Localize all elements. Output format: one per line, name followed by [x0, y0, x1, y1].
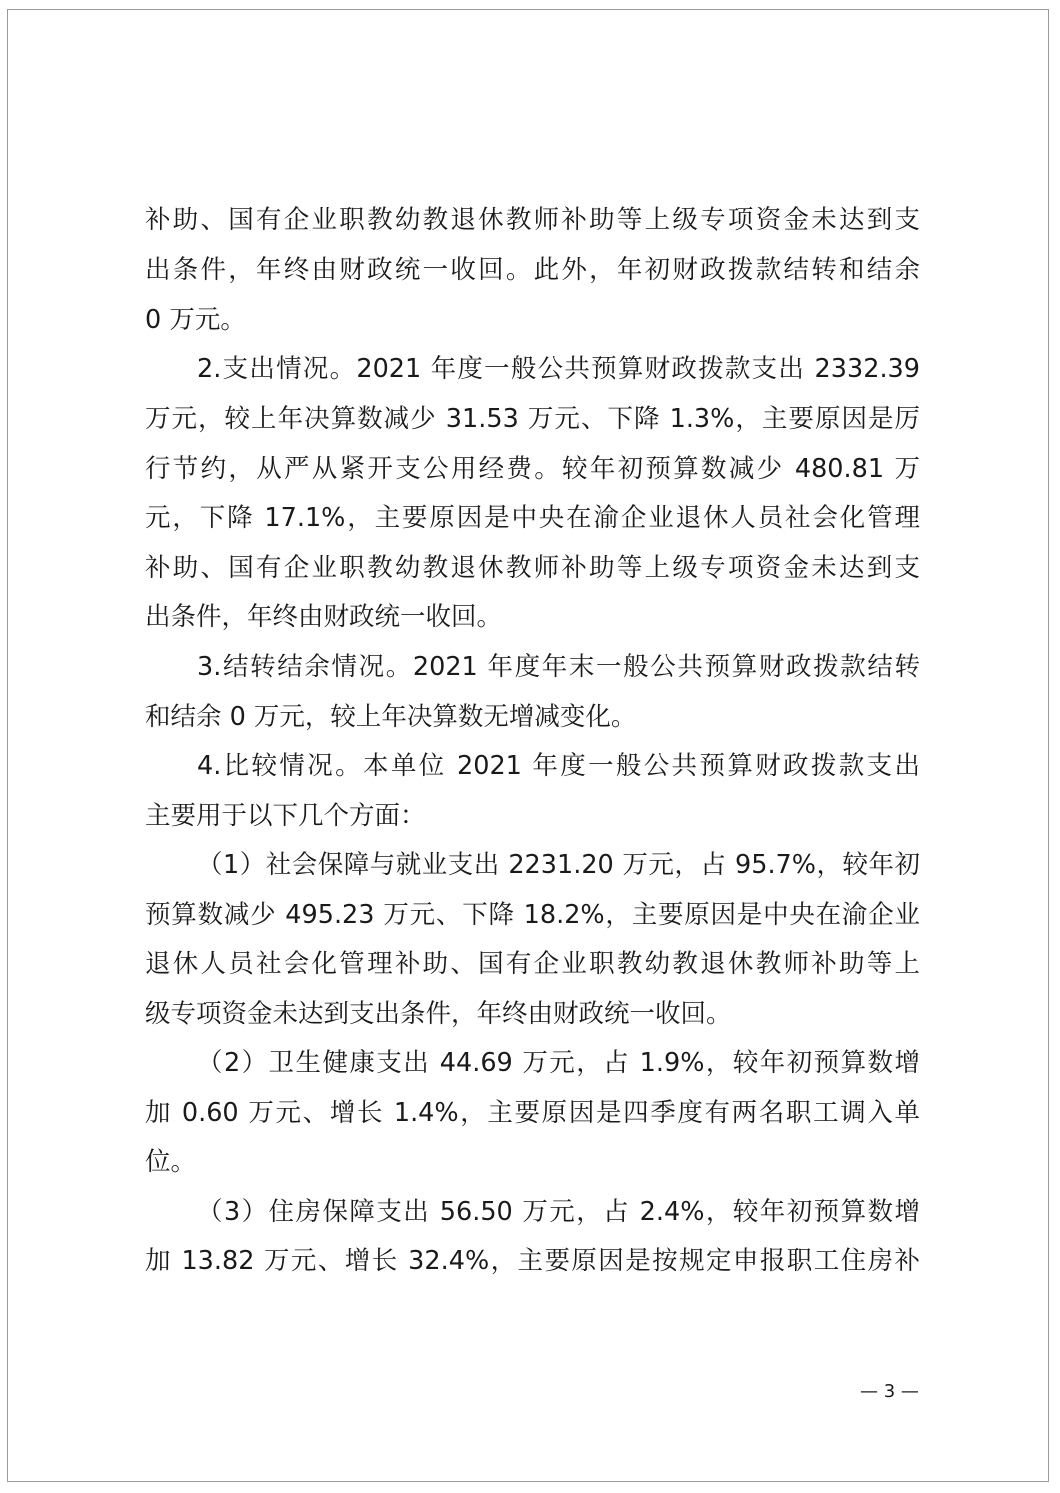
list-item-social-security: （1）社会保障与就业支出 2231.20 万元，占 95.7%，较年初: [197, 850, 920, 880]
body-line: 万元，较上年决算数减少 31.53 万元、下降 1.3%，主要原因是厉: [145, 404, 920, 434]
body-line: 预算数减少 495.23 万元、下降 18.2%，主要原因是中央在渝企业: [145, 900, 920, 930]
section-heading-carryover: 3.结转结余情况。2021 年度年末一般公共预算财政拨款结转: [197, 652, 920, 682]
section-heading-expenditure: 2.支出情况。2021 年度一般公共预算财政拨款支出 2332.39: [197, 354, 920, 384]
body-line: 和结余 0 万元，较上年决算数无增减变化。: [145, 702, 637, 732]
body-line: 主要用于以下几个方面：: [145, 801, 426, 831]
body-line: 行节约，从严从紧开支公用经费。较年初预算数减少 480.81 万: [145, 454, 920, 484]
list-item-health: （2）卫生健康支出 44.69 万元，占 1.9%，较年初预算数增: [197, 1048, 920, 1078]
body-line: 元，下降 17.1%，主要原因是中央在渝企业退休人员社会化管理: [145, 503, 920, 533]
body-line: 级专项资金未达到支出条件，年终由财政统一收回。: [145, 999, 732, 1029]
page-number: — 3 —: [860, 1381, 919, 1402]
body-line: 位。: [145, 1147, 197, 1177]
body-line: 加 13.82 万元、增长 32.4%，主要原因是按规定申报职工住房补: [145, 1246, 920, 1276]
section-heading-comparison: 4.比较情况。本单位 2021 年度一般公共预算财政拨款支出: [197, 751, 920, 781]
list-item-housing: （3）住房保障支出 56.50 万元，占 2.4%，较年初预算数增: [197, 1197, 920, 1227]
body-line: 补助、国有企业职教幼教退休教师补助等上级专项资金未达到支: [145, 205, 920, 235]
body-line: 出条件，年终由财政统一收回。此外，年初财政拨款结转和结余: [145, 255, 920, 285]
body-line: 加 0.60 万元、增长 1.4%，主要原因是四季度有两名职工调入单: [145, 1098, 920, 1128]
body-line: 补助、国有企业职教幼教退休教师补助等上级专项资金未达到支: [145, 553, 920, 583]
body-line: 出条件，年终由财政统一收回。: [145, 602, 503, 632]
body-line: 退休人员社会化管理补助、国有企业职教幼教退休教师补助等上: [145, 949, 920, 979]
body-line: 0 万元。: [145, 305, 246, 335]
